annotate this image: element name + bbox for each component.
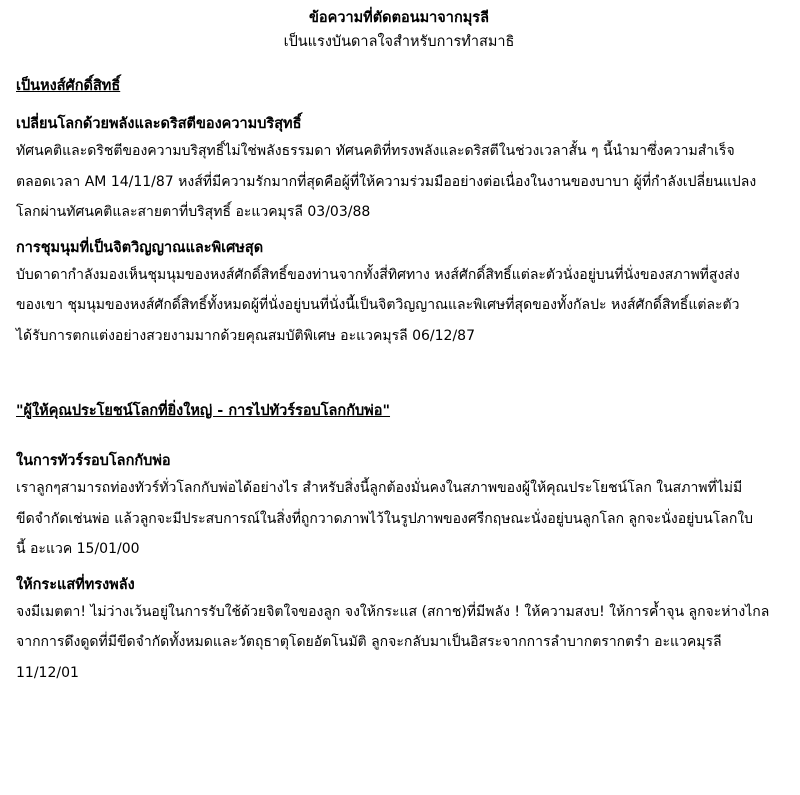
entry-heading: การชุมนุมที่เป็นจิตวิญญาณและพิเศษสุด — [16, 239, 264, 256]
section-holy-swans — [16, 74, 782, 351]
entry-spiritual-gathering — [16, 236, 782, 352]
paragraph-line: ขีดจำกัดเช่นพ่อ แล้วลูกจะมีประสบการณ์ในสิ่งที่ถูกวาดภาพไว้ในรูปภาพของศรีกฤษณะนั่งอยู่บนลูกโลก ลูกจะนั่งอยู่บนโลกใบ — [16, 510, 754, 527]
entry-powerful-current — [16, 573, 782, 689]
entry-heading: ให้กระแสที่ทรงพลัง — [16, 576, 135, 593]
section-heading: เป็นหงส์ศักดิ์สิทธิ์ — [16, 78, 121, 94]
entry-transform-world — [16, 112, 782, 228]
paragraph-line: ทัศนคติและดริชตีของความบริสุทธิ์ไม่ใช่พลังธรรมดา ทัศนคติที่ทรงพลังและดริสตีในช่วงเวลาสั้น ๆ นี้นำมาซึ่งความสำเร็จ — [16, 143, 735, 159]
paragraph-line: ตลอดเวลา AM 14/11/87 หงส์ที่มีความรักมากที่สุดคือผู้ที่ให้ความร่วมมืออย่างต่อเนื่องในงานของบาบา ผู้ที่กำลังเปลี่ยนแปลง — [16, 173, 757, 190]
entry-paragraph — [16, 597, 782, 689]
entry-paragraph — [16, 260, 782, 352]
paragraph-line: บับดาดากำลังมองเห็นชุมนุมของหงส์ศักดิ์สิทธิ์ของท่านจากทั้งสี่ทิศทาง หงส์ศักดิ์สิทธิ์แต่ละตัวนั่งอยู่บนที่นั่งของสภาพที่สูงส่ง — [16, 266, 740, 283]
entry-paragraph — [16, 473, 782, 565]
entry-heading: ในการทัวร์รอบโลกกับพ่อ — [16, 453, 171, 469]
paragraph-line: โลกผ่านทัศนคติและสายตาที่บริสุทธิ์ อะแวคมุรลี 03/03/88 — [16, 204, 371, 220]
section-world-benefactor — [16, 399, 782, 688]
entry-paragraph — [16, 136, 782, 228]
entry-world-tour — [16, 449, 782, 565]
document-subtitle: เป็นแรงบันดาลใจสำหรับการทำสมาธิ — [283, 34, 515, 50]
paragraph-line: ได้รับการตกแต่งอย่างสวยงามมากด้วยคุณสมบัติพิเศษ อะแวคมุรลี 06/12/87 — [16, 327, 475, 344]
document-title: ข้อความที่ตัดตอนมาจากมุรลี — [309, 10, 489, 26]
paragraph-line: นี้ อะแวค 15/01/00 — [16, 541, 140, 557]
entry-heading: เปลี่ยนโลกด้วยพลังและดริสตีของความบริสุทธิ์ — [16, 116, 302, 132]
paragraph-line: จงมีเมตตา! ไม่ว่างเว้นอยู่ในการรับใช้ด้วยจิตใจของลูก จงให้กระแส (สกาช)ที่มีพลัง ! ให้ความสงบ! ให้การค้ำจุน ลูกจะห่างไกล — [16, 603, 770, 620]
section-heading: "ผู้ให้คุณประโยชน์โลกที่ยิ่งใหญ่ - การไปทัวร์รอบโลกกับพ่อ" — [16, 403, 391, 419]
paragraph-line: เราลูกๆสามารถท่องทัวร์ทั่วโลกกับพ่อได้อย่างไร สำหรับสิ่งนี้ลูกต้องมั่นคงในสภาพของผู้ให้คุณประโยชน์โลก ในสภาพที่ไม่มี — [16, 480, 743, 496]
paragraph-line: จากการดึงดูดที่มีขีดจำกัดทั้งหมดและวัตถุธาตุโดยอัตโนมัติ ลูกจะกลับมาเป็นอิสระจากการลำบากตรากตรำ อะแวคมุรลี — [16, 634, 722, 650]
paragraph-line: 11/12/01 — [16, 664, 79, 681]
paragraph-line: ของเขา ชุมนุมของหงส์ศักดิ์สิทธิ์ทั้งหมดผู้ที่นั่งอยู่บนที่นั่งนี้เป็นจิตวิญญาณและพิเศษที่สุดของทั้งกัลปะ หงส์ศักดิ์สิทธิ์แต่ละตัว — [16, 297, 740, 313]
